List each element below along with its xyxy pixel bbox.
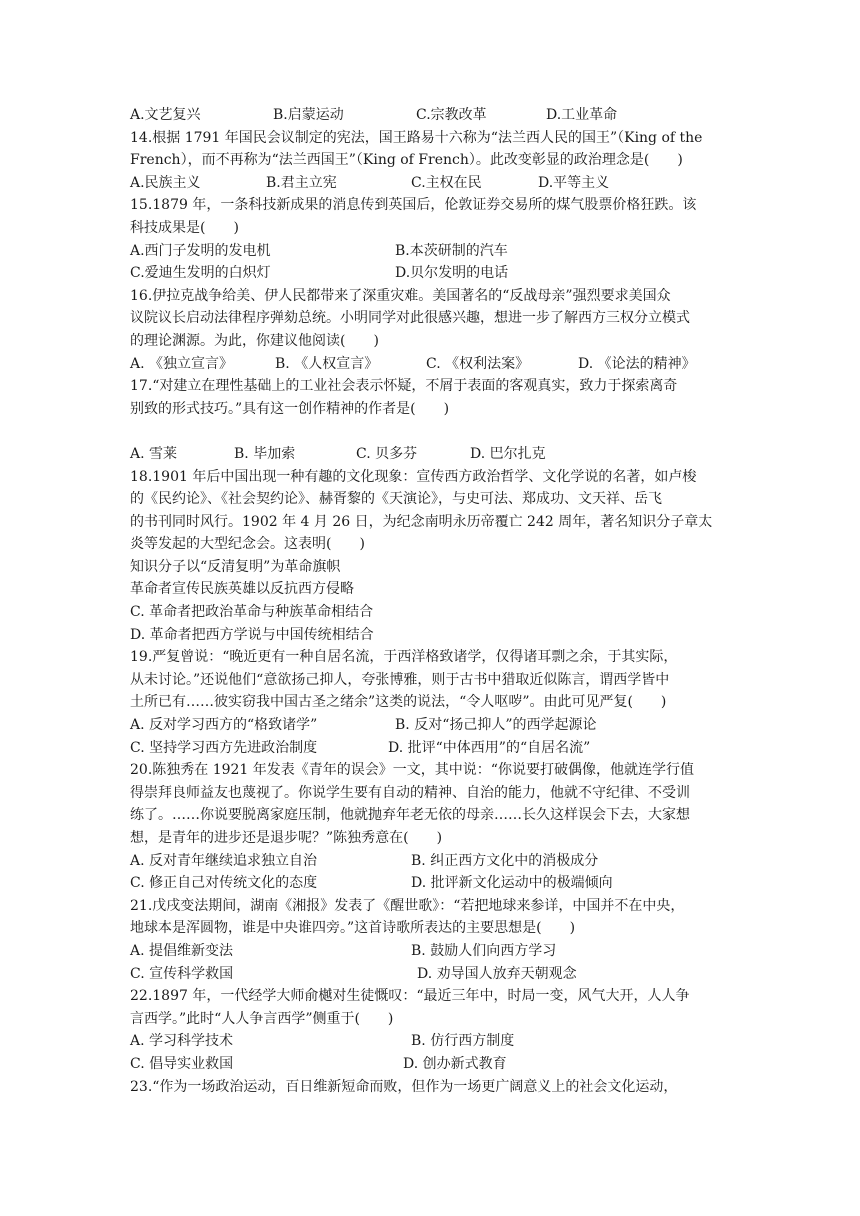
q17-option-b: B. 毕加索 (234, 445, 296, 462)
q20-options-row-1 (130, 850, 735, 873)
q16-option-a: A. 《独立宣言》 (130, 355, 234, 372)
q17-stem-line-2: 别致的形式技巧。”具有这一创作精神的作者是( ) (130, 400, 450, 417)
q13-option-b: B.启蒙运动 (273, 107, 344, 123)
q16-option-b: B. 《人权宣言》 (275, 355, 379, 372)
q15-stem-line-2: 科技成果是( ) (130, 219, 239, 236)
q22-option-c: C. 倡导实业救国 (130, 1055, 234, 1072)
q18-stem-line-1: 18.1901 年后中国出现一种有趣的文化现象：宣传西方政治哲学、文化学说的名著，如卢梭 (130, 468, 697, 485)
q18-stem-line-3: 的书刊同时风行。1902 年 4 月 26 日，为纪念南明永历帝覆亡 242 周年，著名知识分子章太 (130, 513, 713, 530)
q20-stem-line-3: 练了。……你说要脱离家庭压制，他就抛弃年老无依的母亲……长久这样误会下去，大家想 (130, 807, 690, 824)
q17-option-c: C. 贝多芬 (356, 445, 418, 462)
q15-options-row-1 (130, 240, 735, 263)
q15-option-d: D.贝尔发明的电话 (395, 265, 509, 282)
q21-stem-line-2: 地球本是浑圆物，谁是中央谁四旁。”这首诗歌所表达的主要思想是( ) (130, 920, 576, 937)
q16-option-c: C. 《权利法案》 (426, 355, 530, 372)
q14-options (130, 172, 735, 195)
q18-option-a: 知识分子以“反清复明”为革命旗帜 (130, 558, 341, 575)
q18-stem-line-2: 的《民约论》、《社会契约论》、赫胥黎的《天演论》，与史可法、郑成功、文天祥、岳飞 (130, 491, 662, 508)
q15-stem-line-1: 15.1879 年，一条科技新成果的消息传到英国后，伦敦证券交易所的煤气股票价格狂跌。该 (130, 197, 697, 214)
q14-option-a: A.民族主义 (130, 174, 201, 191)
q15-option-a: A.西门子发明的发电机 (130, 242, 271, 259)
q20-options-row-2 (130, 872, 735, 895)
q18-option-d: D. 革命者把西方学说与中国传统相结合 (130, 626, 374, 643)
q16-option-d: D. 《论法的精神》 (578, 355, 696, 372)
q14-stem-line-1: 14.根据 1791 年国民会议制定的宪法，国王路易十六称为“法兰西人民的国王”（King of the (130, 129, 703, 146)
q18-option-c: C. 革命者把政治革命与种族革命相结合 (130, 604, 374, 621)
q22-option-d: D. 创办新式教育 (403, 1055, 507, 1072)
q19-option-a: A. 反对学习西方的“格致诸学” (130, 717, 318, 734)
q16-stem-line-1: 16.伊拉克战争给美、伊人民都带来了深重灾难。美国著名的“反战母亲”强烈要求美国众 (130, 287, 671, 304)
q22-stem-line-1: 22.1897 年，一代经学大师俞樾对生徒慨叹：“最近三年中，时局一变，风气大开，人人争 (130, 988, 690, 1005)
q13-option-a: A.文艺复兴 (130, 107, 201, 123)
q16-stem-line-2: 议院议长启动法律程序弹劾总统。小明同学对此很感兴趣，想进一步了解西方三权分立模式 (130, 310, 690, 327)
q17-option-d: D. 巴尔扎克 (470, 445, 546, 462)
q23-stem-line-1: 23.“作为一场政治运动，百日维新短命而败，但作为一场更广阔意义上的社会文化运动， (130, 1078, 678, 1095)
q20-stem-line-4: 想，是青年的进步还是退步呢？”陈独秀意在( ) (130, 830, 443, 846)
q21-options-row-1 (130, 940, 735, 963)
q14-option-b: B.君主立宪 (266, 174, 337, 191)
q19-option-d: D. 批评“中体西用”的“自居名流” (388, 739, 591, 756)
q22-options-row-1 (130, 1030, 735, 1053)
q20-option-c: C. 修正自己对传统文化的态度 (130, 875, 318, 892)
q18-stem-line-4: 炎等发起的大型纪念会。这表明( ) (130, 536, 365, 553)
q20-option-d: D. 批评新文化运动中的极端倾向 (411, 875, 613, 892)
q17-stem-line-1: 17.“对建立在理性基础上的工业社会表示怀疑，不屑于表面的客观真实，致力于探索离奇 (130, 378, 678, 395)
q21-option-b: B. 鼓励人们向西方学习 (411, 942, 557, 959)
q16-stem-line-3: 的理论渊源。为此，你建议他阅读( ) (130, 332, 379, 349)
q13-options (130, 104, 735, 127)
q20-option-b: B. 纠正西方文化中的消极成分 (411, 852, 599, 869)
q20-stem-line-2: 得崇拜良师益友也蔑视了。你说学生要有自动的精神、自治的能力，他就不守纪律、不受训 (130, 784, 690, 801)
q21-stem-line-1: 21.戊戌变法期间，湖南《湘报》发表了《醒世歌》：“若把地球来参详，中国并不在中央， (130, 897, 685, 914)
q21-option-d: D. 劝导国人放弃天朝观念 (417, 965, 577, 982)
q22-option-a: A. 学习科学技术 (130, 1033, 234, 1050)
q14-option-d: D.平等主义 (538, 174, 610, 191)
q14-stem-line-2: French），而不再称为“法兰西国王”（King of French）。此改变彰显的政治理念是( ) (130, 152, 683, 169)
q15-option-c: C.爱迪生发明的白炽灯 (130, 265, 271, 282)
q21-option-c: C. 宣传科学救国 (130, 965, 234, 982)
q21-option-a: A. 提倡维新变法 (130, 942, 234, 959)
q22-option-b: B. 仿行西方制度 (411, 1033, 515, 1050)
question-list (130, 104, 735, 1098)
q20-option-a: A. 反对青年继续追求独立自治 (130, 852, 318, 869)
q19-stem-line-1: 19.严复曾说：“晚近更有一种自居名流，于西洋格致诸学，仅得诸耳剽之余，于其实际， (130, 649, 678, 666)
q19-options-row-2 (130, 737, 735, 760)
q17-spacer (130, 420, 735, 443)
q21-options-row-2 (130, 963, 735, 986)
q15-option-b: B.本茨研制的汽车 (395, 242, 508, 259)
q19-option-c: C. 坚持学习西方先进政治制度 (130, 739, 318, 756)
q17-option-a: A. 雪莱 (130, 445, 178, 462)
q19-stem-line-2: 从未讨论。”还说他们“意欲扬己抑人，夸张博雅，则于古书中猎取近似陈言，谓西学皆中 (130, 671, 670, 688)
q16-options (130, 353, 735, 376)
q13-option-d: D.工业革命 (546, 107, 618, 123)
q18-option-b: 革命者宣传民族英雄以反抗西方侵略 (130, 581, 354, 598)
q20-stem-line-1: 20.陈独秀在 1921 年发表《青年的误会》一文，其中说：“你说要打破偶像，他就连学行值 (130, 762, 694, 779)
q13-option-c: C.宗教改革 (416, 107, 487, 123)
q19-stem-line-3: 土所已有……彼实窃我中国古圣之绪余”这类的说法，“令人呕哕”。由此可见严复( ) (130, 694, 667, 711)
q17-options (130, 443, 735, 466)
q15-options-row-2 (130, 262, 735, 285)
q19-option-b: B. 反对“扬己抑人”的西学起源论 (395, 717, 597, 734)
q14-option-c: C.主权在民 (411, 174, 482, 191)
q22-options-row-2 (130, 1053, 735, 1076)
q19-options-row-1 (130, 714, 735, 737)
q22-stem-line-2: 言西学。”此时“人人争言西学”侧重于( ) (130, 1010, 394, 1027)
